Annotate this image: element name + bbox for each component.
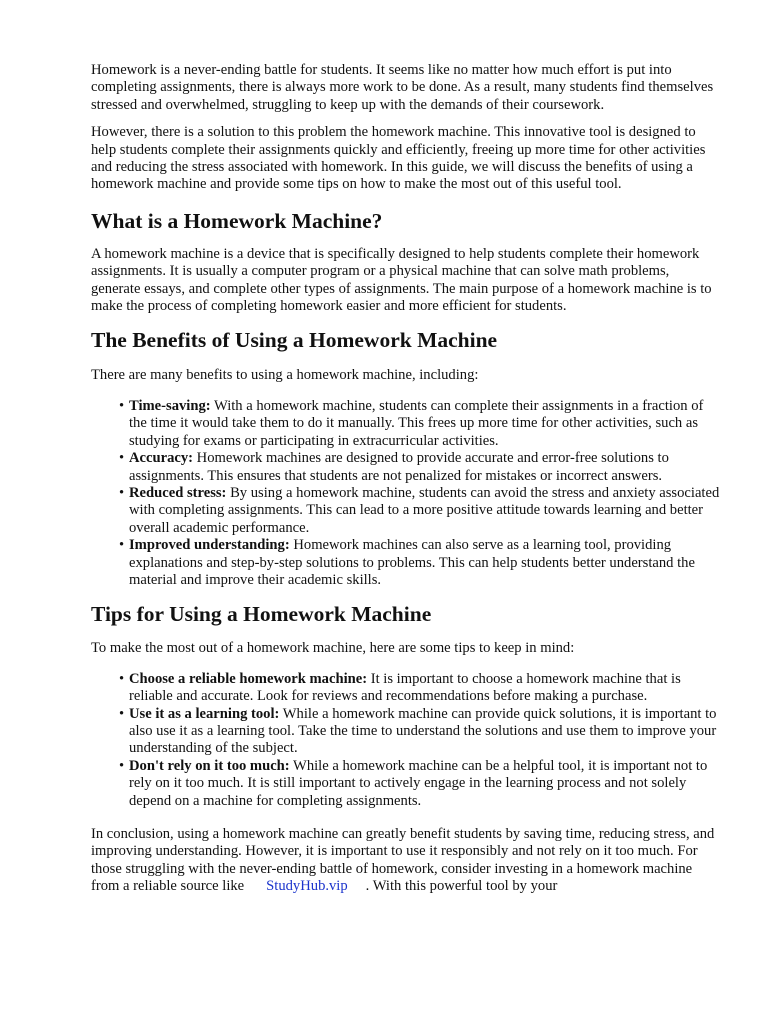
- bullet-icon: •: [119, 670, 125, 687]
- tip-item-choose-reliable: [119, 670, 721, 706]
- benefit-text: With a homework machine, students can complete their assignments in a fraction of the time it would take them to do it manually. This frees up more time for other activities, such as studying for exams or participating in extracurricular activities.: [129, 397, 704, 449]
- benefit-item-reduced-stress: [119, 484, 721, 537]
- conclusion-text-after: . With this powerful tool by your: [365, 878, 558, 895]
- tip-text: While a homework machine can be a helpful tool, it is important not to rely on it too much. It is still important to actively engage in the learning process and not solely depend on a machine for completing assignments.: [129, 757, 708, 809]
- heading-benefits: The Benefits of Using a Homework Machine: [91, 328, 498, 353]
- tips-intro: To make the most out of a homework machine, here are some tips to keep in mind:: [91, 640, 575, 657]
- conclusion-paragraph: [91, 826, 721, 896]
- benefit-term: Improved understanding:: [129, 537, 290, 554]
- tips-list: [91, 671, 721, 810]
- benefit-item-time-saving: [119, 397, 721, 450]
- benefits-intro: There are many benefits to using a homework machine, including:: [91, 367, 479, 384]
- document-page: [91, 62, 721, 896]
- benefit-text: Homework machines can also serve as a learning tool, providing explanations and step-by-step solutions to problems. This can help students better understand the material and improve their academic skills.: [129, 537, 695, 588]
- tip-item-learning-tool: [119, 705, 721, 758]
- benefits-list: [91, 398, 721, 589]
- what-is-paragraph: A homework machine is a device that is specifically designed to help students complete their homework assignments. It is usually a computer program or a physical machine that can solve math problems, generate essays, and complete other types of assignments. The main purpose of a homework machine is to make the process of completing homework easier and more efficient for students.: [91, 245, 712, 315]
- bullet-icon: •: [119, 397, 125, 414]
- intro-paragraph-1: Homework is a never-ending battle for students. It seems like no matter how much effort is put into completing assignments, there is always more work to be done. As a result, many students find themselves stressed and overwhelmed, struggling to keep up with the demands of their coursework.: [91, 62, 714, 113]
- bullet-icon: •: [119, 537, 125, 554]
- benefit-item-accuracy: [119, 450, 721, 485]
- tip-term: Choose a reliable homework machine:: [129, 670, 368, 687]
- conclusion-text-before: In conclusion, using a homework machine can greatly benefit students by saving time, reducing stress, and improving understanding. However, it is important to use it responsibly and not rely on it too much. For those struggling with the never-ending battle of homework, consider investing in a homework machine from a reliable source like: [91, 826, 715, 895]
- benefit-term: Accuracy:: [129, 450, 194, 467]
- bullet-icon: •: [119, 484, 125, 501]
- benefit-term: Reduced stress:: [129, 484, 227, 501]
- benefit-text: By using a homework machine, students can avoid the stress and anxiety associated with completing assignments. This can lead to a more positive attitude towards learning and better overall academic performance.: [129, 484, 720, 536]
- heading-tips: Tips for Using a Homework Machine: [91, 602, 432, 627]
- bullet-icon: •: [119, 705, 125, 722]
- tip-text: It is important to choose a homework machine that is reliable and accurate. Look for reviews and recommendations before making a purchase.: [129, 670, 681, 705]
- benefit-term: Time-saving:: [129, 397, 211, 414]
- bullet-icon: •: [119, 450, 125, 467]
- benefit-item-improved-understanding: [119, 537, 721, 589]
- tip-item-dont-rely: [119, 757, 721, 810]
- heading-what-is: What is a Homework Machine?: [91, 208, 383, 233]
- tip-term: Don't rely on it too much:: [129, 757, 290, 774]
- benefit-text: Homework machines are designed to provide accurate and error-free solutions to assignments. This ensures that students are not penalized for mistakes or incorrect answers.: [129, 450, 669, 484]
- intro-paragraph-2: However, there is a solution to this problem the homework machine. This innovative tool is designed to help students complete their assignments quickly and efficiently, freeing up more time for other activities and reducing the stress associated with homework. In this guide, we will discuss the benefits of using a homework machine and provide some tips on how to make the most out of this useful tool.: [91, 124, 706, 193]
- tip-text: While a homework machine can provide quick solutions, it is important to also use it as a learning tool. Take the time to understand the solutions and use them to improve your understanding of the subject.: [129, 705, 717, 757]
- studyhub-link[interactable]: StudyHub.vip: [266, 878, 348, 895]
- tip-term: Use it as a learning tool:: [129, 705, 280, 722]
- bullet-icon: •: [119, 757, 125, 774]
